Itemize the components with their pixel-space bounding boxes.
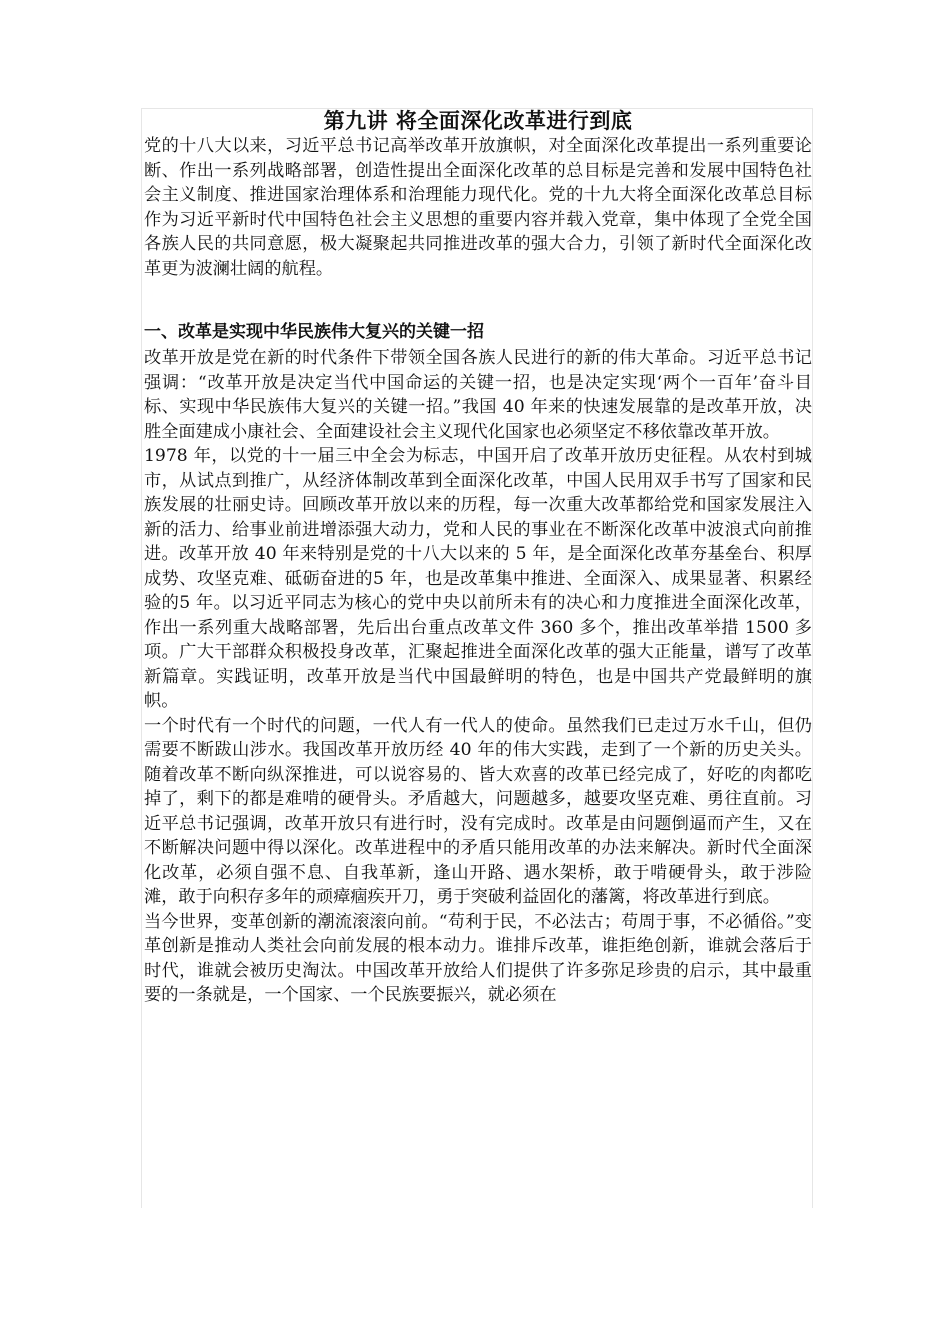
body-paragraph: 当今世界，变革创新的潮流滚滚向前。“苟利于民，不必法古；苟周于事，不必循俗。”变革创新是推动人类社会向前发展的根本动力。谁排斥改革，谁拒绝创新，谁就会落后于时代，谁就会被历史淘汰。中国改革开放给人们提供了许多弥足珍贵的启示，其中最重要的一条就是，一个国家、一个民族要振兴，就必须在 [144,911,812,1005]
intro-paragraph: 党的十八大以来，习近平总书记高举改革开放旗帜，对全面深化改革提出一系列重要论断、作出一系列战略部署，创造性提出全面深化改革的总目标是完善和发展中国特色社会主义制度、推进国家治理体系和治理能力现代化。党的十九大将全面深化改革总目标作为习近平新时代中国特色社会主义思想的重要内容并载入党章，集中体现了全党全国各族人民的共同意愿，极大凝聚起共同推进改革的强大合力，引领了新时代全面深化改革更为波澜壮阔的航程。 [144,136,812,279]
document-page [144,108,812,1208]
section-heading: 一、改革是实现中华民族伟大复兴的关键一招 [144,322,484,342]
document-title: 第九讲 将全面深化改革进行到底 [323,109,633,133]
body-paragraph: 改革开放是党在新的时代条件下带领全国各族人民进行的新的伟大革命。习近平总书记强调：“改革开放是决定当代中国命运的关键一招，也是决定实现‘两个一百年’奋斗目标、实现中华民族伟大复兴的关键一招。”我国 40 年来的快速发展靠的是改革开放，决胜全面建成小康社会、全面建设社会主义现代化国家也必须坚定不移依靠改革开放。 [144,348,812,442]
body-paragraph: 1978 年，以党的十一届三中全会为标志，中国开启了改革开放历史征程。从农村到城市，从试点到推广，从经济体制改革到全面深化改革，中国人民用双手书写了国家和民族发展的壮丽史诗。回顾改革开放以来的历程，每一次重大改革都给党和国家发展注入新的活力、给事业前进增添强大动力，党和人民的事业在不断深化改革中波浪式向前推进。改革开放 40 年来特别是党的十八大以来的 5 年，是全面深化改革夯基垒台、积厚成势、攻坚克难、砥砺奋进的5 年，也是改革集中推进、全面深入、成果显著、积累经验的5 年。以习近平同志为核心的党中央以前所未有的决心和力度推进全面深化改革，作出一系列重大战略部署，先后出台重点改革文件 360 多个，推出改革举措 1500 多项。广大干部群众积极投身改革，汇聚起推进全面深化改革的强大正能量，谱写了改革新篇章。实践证明，改革开放是当代中国最鲜明的特色，也是中国共产党最鲜明的旗帜。 [144,446,812,711]
body-paragraph: 一个时代有一个时代的问题，一代人有一代人的使命。虽然我们已走过万水千山，但仍需要不断跋山涉水。我国改革开放历经 40 年的伟大实践，走到了一个新的历史关头。随着改革不断向纵深推进，可以说容易的、皆大欢喜的改革已经完成了，好吃的肉都吃掉了，剩下的都是难啃的硬骨头。矛盾越大，问题越多，越要攻坚克难、勇往直前。习近平总书记强调，改革开放只有进行时，没有完成时。改革是由问题倒逼而产生，又在不断解决问题中得以深化。改革进程中的矛盾只能用改革的办法来解决。新时代全面深化改革，必须自强不息、自我革新，逢山开路、遇水架桥，敢于啃硬骨头，敢于涉险滩，敢于向积存多年的顽瘴痼疾开刀，勇于突破利益固化的藩篱，将改革进行到底。 [144,715,812,907]
